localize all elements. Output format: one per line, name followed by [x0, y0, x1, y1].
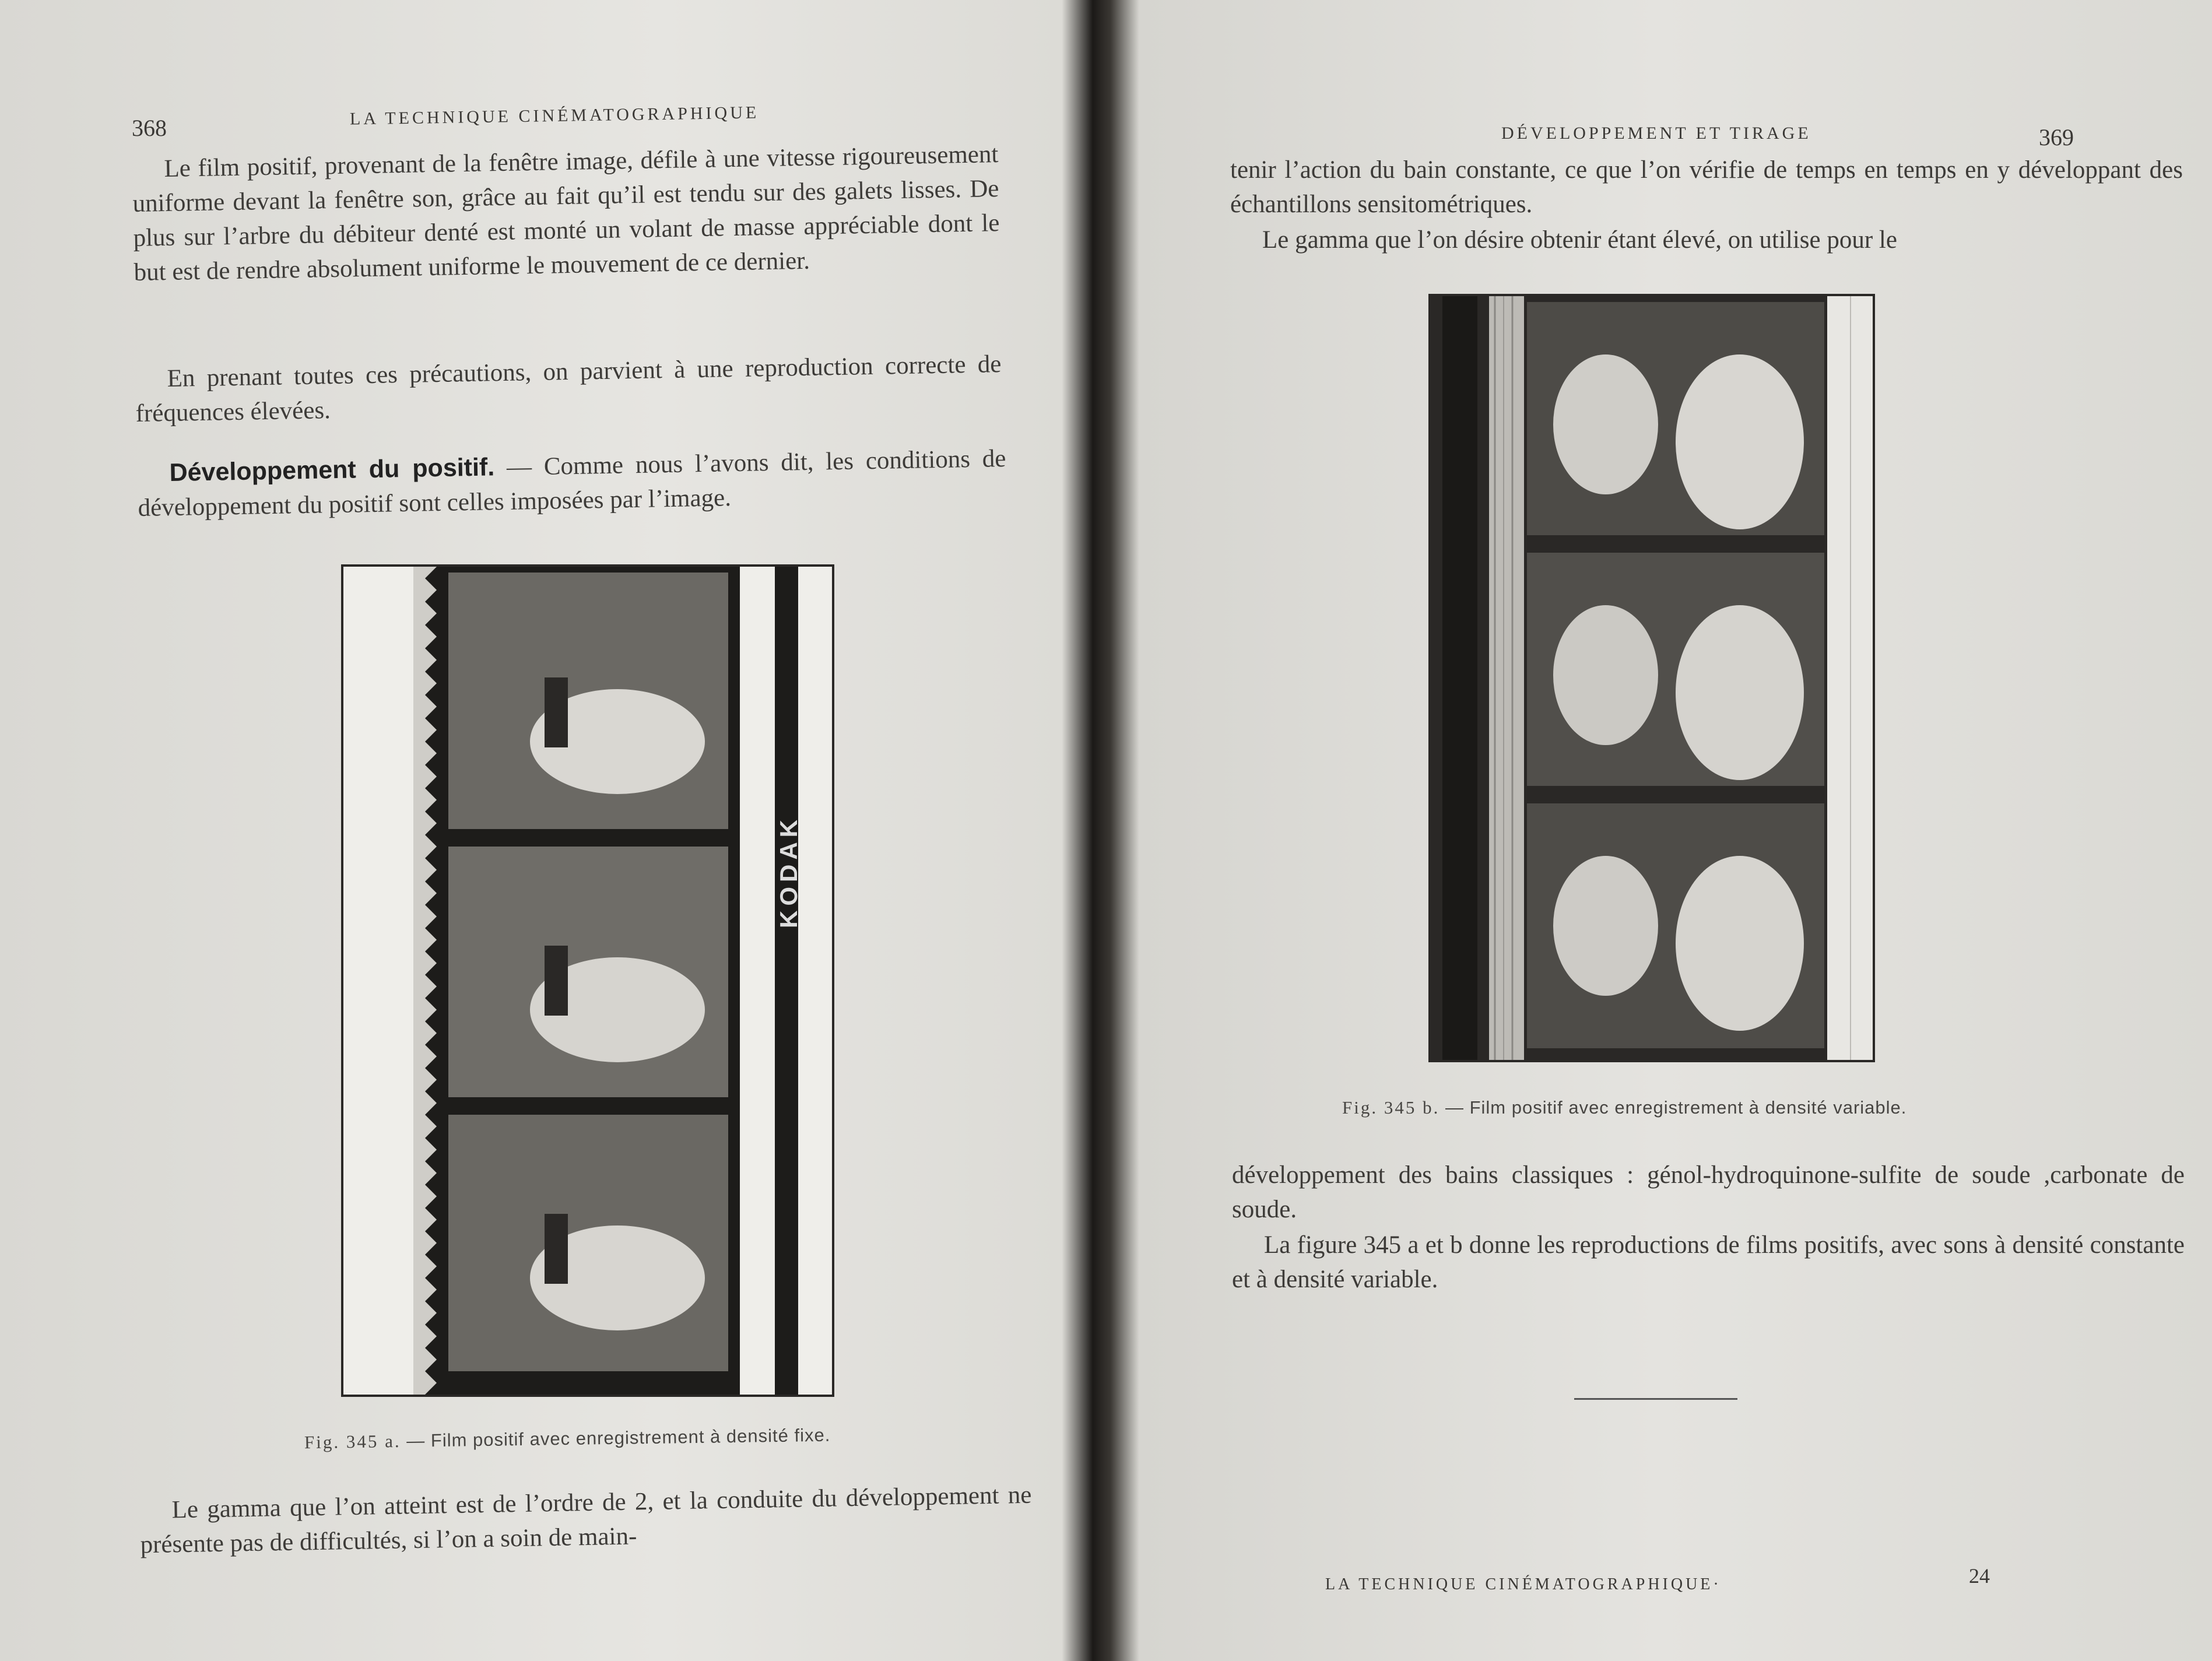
section-paragraph [137, 441, 1007, 525]
left-page [0, 0, 1090, 1661]
body-paragraph-3: développement des bains classiques : génol-hydroquinone-sulfite de soude ,carbonate de soude. [1232, 1161, 2185, 1223]
bottom-paragraph: Le gamma que l’on atteint est de l’ordre de 2, et la conduite du développement ne présente pas de difficultés, si l’on a soin de main- [140, 1481, 1032, 1559]
body-paragraph-2: En prenant toutes ces précautions, on parvient à une reproduction correcte de fréquences élevées. [135, 350, 1002, 427]
footer-title: LA TECHNIQUE CINÉMATOGRAPHIQUE· [1325, 1575, 1722, 1593]
section-heading: Développement du positif. [169, 453, 495, 487]
figure-caption-b: Fig. 345 b. — Film positif avec enregistrement à densité variable. [1342, 1097, 1907, 1118]
film-strip-a-image [343, 567, 832, 1395]
body-paragraph-4: La figure 345 a et b donne les reproductions de films positifs, avec sons à densité constante et à densité variable. [1232, 1231, 2185, 1293]
running-head: DÉVELOPPEMENT ET TIRAGE [1501, 124, 1811, 143]
body-paragraph-1: Le film positif, provenant de la fenêtre image, défile à une vitesse rigoureusement uniforme devant la fenêtre son, grâce au fait qu’il est tendu sur des galets lisses. De plus sur l’arbre du débiteur denté est monté un volant de masse appréciable dont le but est de rendre absolument uniforme le mouvement de ce dernier. [132, 141, 1000, 286]
figure-caption-a: Fig. 345 a. — Film positif avec enregistrement à densité fixe. [304, 1424, 831, 1453]
kodak-edge-mark: KODAK [775, 815, 802, 928]
film-figure-b [1428, 294, 1875, 1062]
page-number: 369 [2039, 124, 2074, 150]
section-text: — Comme nous l’avons dit, les conditions de développement du positif sont celles imposées par l’image. [138, 445, 1006, 522]
right-page [1125, 0, 2212, 1661]
section-end-rule [1574, 1398, 1737, 1400]
film-strip-b-image [1431, 296, 1873, 1060]
body-paragraph-2: Le gamma que l’on désire obtenir étant élevé, on utilise pour le [1262, 226, 1897, 254]
body-paragraph-1: tenir l’action du bain constante, ce que l’on vérifie de temps en temps en y développant des échantillons sensitométriques. [1230, 156, 2183, 218]
running-head: LA TECHNIQUE CINÉMATOGRAPHIQUE [349, 103, 760, 129]
signature-number: 24 [1969, 1564, 1990, 1588]
page-number: 368 [132, 115, 167, 141]
film-figure-a [341, 564, 834, 1397]
